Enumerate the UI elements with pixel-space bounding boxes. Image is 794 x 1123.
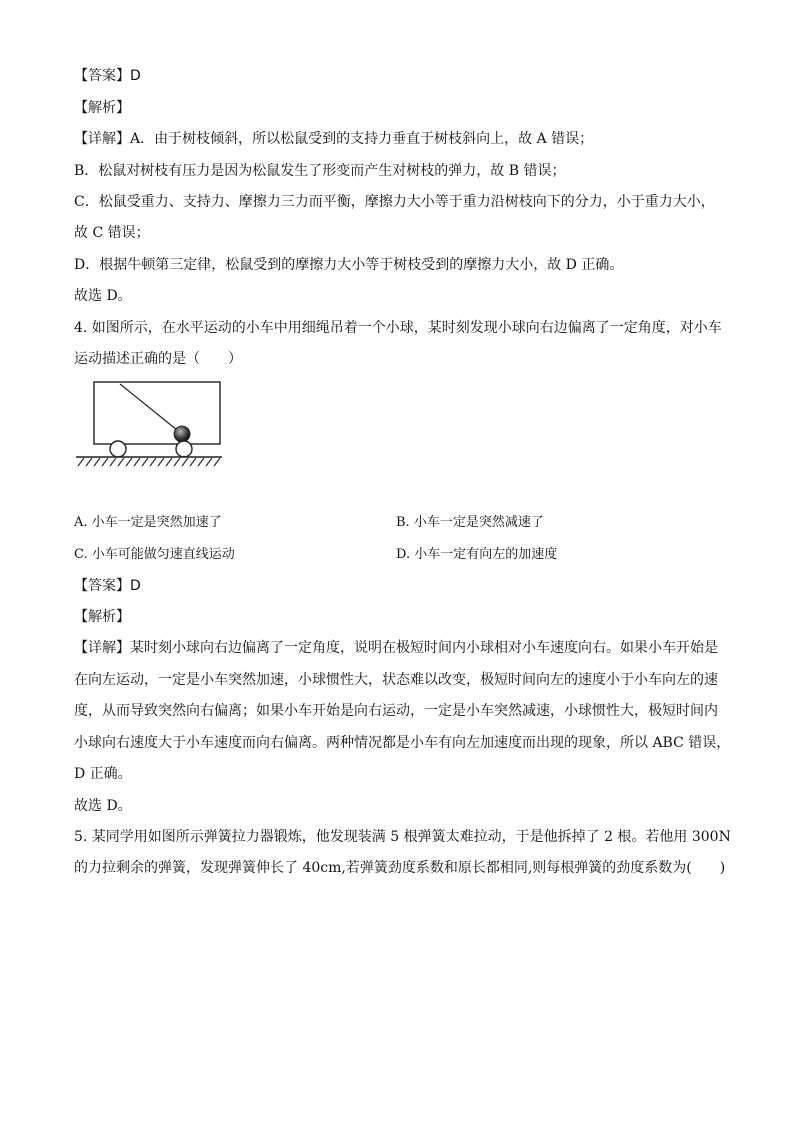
question-stem: 4. 如图所示，在水平运动的小车中用细绳吊着一个小球，某时刻发现小球向右边偏离了一定角度，对小车 [74, 320, 722, 336]
option-a: A. 小车一定是突然加速了 [74, 515, 222, 530]
string-line [120, 384, 177, 430]
answer-label: 【答案】D [74, 68, 141, 84]
option-b: B. 小车一定是突然减速了 [396, 515, 544, 530]
analysis-label: 【解析】 [74, 100, 130, 116]
option-d: D. 小车一定有向左的加速度 [396, 547, 558, 562]
detail-line: D 正确。 [74, 766, 132, 782]
detail-line: 度，从而导致突然向右偏离；如果小车开始是向右运动，一定是小车突然减速，小球惯性大，极短时间内 [74, 703, 718, 719]
detail-line: 【详解】A．由于树枝倾斜，所以松鼠受到的支持力垂直于树枝斜向上，故 A 错误； [74, 131, 594, 147]
question-stem: 运动描述正确的是（ ） [74, 351, 242, 367]
right-wheel [176, 441, 192, 457]
detail-line: 小球向右速度大于小车速度而向右偏离。两种情况都是小车有向左加速度而出现的现象，所以 ABC 错误， [74, 735, 731, 751]
analysis-label: 【解析】 [74, 609, 130, 625]
detail-line: 【详解】某时刻小球向右边偏离了一定角度，说明在极短时间内小球相对小车速度向右。如果小车开始是 [74, 640, 718, 656]
detail-line: D．根据牛顿第三定律，松鼠受到的摩擦力大小等于树枝受到的摩擦力大小，故 D 正确。 [74, 257, 624, 273]
left-wheel [110, 441, 126, 457]
detail-line: 在向左运动，一定是小车突然加速，小球惯性大，状态难以改变，极短时间向左的速度小于小车向左的速 [74, 672, 718, 688]
cart-body [94, 382, 220, 444]
conclusion-line: 故选 D。 [74, 798, 132, 814]
detail-line: 故 C 错误； [74, 225, 150, 241]
ground-hatching [78, 458, 220, 466]
ball [174, 426, 190, 442]
option-c: C. 小车可能做匀速直线运动 [74, 547, 235, 562]
question-stem: 的力拉剩余的弹簧，发现弹簧伸长了 40cm,若弹簧劲度系数和原长都相同,则每根弹簧的劲度系数为( ) [74, 860, 726, 876]
conclusion-line: 故选 D。 [74, 288, 132, 304]
detail-line: C．松鼠受重力、支持力、摩擦力三力而平衡，摩擦力大小等于重力沿树枝向下的分力，小于重力大小， [74, 194, 715, 210]
question-stem: 5. 某同学用如图所示弹簧拉力器锻炼，他发现装满 5 根弹簧太难拉动，于是他拆掉了 2 根。若他用 300N [74, 829, 731, 845]
cart-pendulum-figure [74, 378, 234, 474]
detail-line: B．松鼠对树枝有压力是因为松鼠发生了形变而产生对树枝的弹力，故 B 错误； [74, 163, 566, 179]
answer-label: 【答案】D [74, 578, 141, 594]
